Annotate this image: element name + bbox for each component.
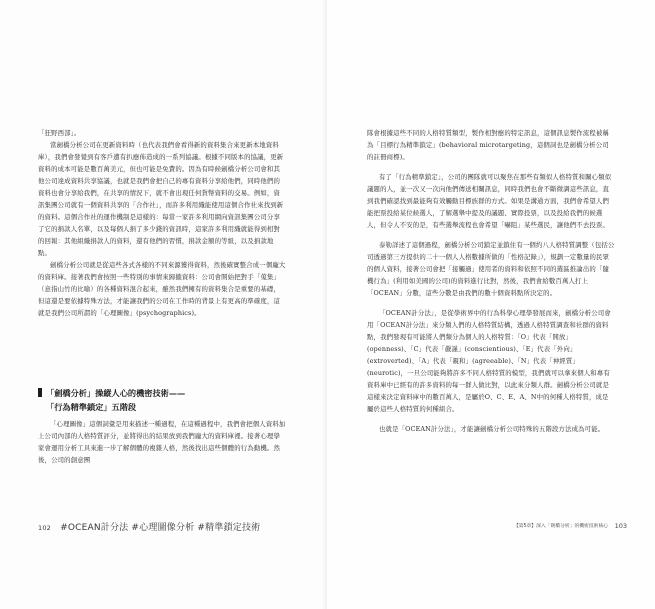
page-number: 102 <box>38 524 52 532</box>
left-body-text-2 <box>38 418 286 466</box>
page-number: 103 <box>614 522 627 530</box>
left-body-text <box>38 127 286 319</box>
paragraph: 也就是「OCEAN計分法」，才能讓劍橋分析公司特殊的五階段方法成為可能。 <box>379 425 605 433</box>
heading-bar <box>38 388 42 397</box>
section-heading-line1: 「劍橋分析」操縱人心的機密技術—— <box>46 388 186 398</box>
right-page <box>327 0 655 609</box>
section-heading-line2: 「行為精準鎖定」五階段 <box>46 402 137 412</box>
paragraph: 有了「行為精準鎖定」，公司的團隊就可以聚焦在那些有類似人格特質和關心類似議題的人，並一次又一次向他們傳送相關訊息，同時我們也會不斷微調這些訊息，直到我們確認找到最能夠有效觸動目標族群的方式。如果是溝通方面，我們會希望人們能把票投給某位候選人，了解選舉中提及的議題、實際投票，以及投給我們的候選人，但令人不安的是，有些選舉流程也會希望「嚇阻」某些選民，讓他們不去投票。 <box>367 173 612 229</box>
paragraph: 隊會根據這些不同的人格特質類型，製作相對應的特定訊息，這個訊息製作流程被稱為「目標行為精準鎖定」(behavioral microtargeting，這個詞也是劍橋分析公司的註冊商標)。 <box>367 129 610 161</box>
right-body-text <box>367 127 615 435</box>
left-page <box>0 0 327 609</box>
paragraph: 泰勒詳述了這個過程，劍橋分析公司鎖定並鎖住有一個約八人格特質調整（包括公司透過第三方提供的二十一個人人格數據所做的「性格記錄」），規劃一定數量的民眾的個人資料，接著公司會把「接觸過」使用者的資料和依照不同的選區推論出的「隨機行為」(利用如美國的公司)的資料進行比對，然後，我們會給數百萬人打上「OCEAN」分數，這些分數是由我們的數十個資料點所決定的。 <box>367 241 615 297</box>
paragraph: 劍橋分析公司就是從這些各式各樣的不同來源獲得資料，然後確實整合成一個龐大的資料庫。接著我們會按照一些特別的事情來歸攏資料：公司會開始把對手「蒐集」（意指山竹的比喻）的各種資料混合起來，雖然我們擁有的資料集合是重要的基礎，但這還是要依據特殊方法，才能讓我們的公司在工作時的背景上有更高的準確度，這就是我們公司所謂的「心理圖像」(psychographics)。 <box>38 261 286 317</box>
paragraph: 「狂野西部」。 <box>38 129 81 137</box>
paragraph: 「心理圖像」這個詞彙是用來描述一種過程，在這種過程中，我們會把個人資料加上公司內部的人格特質評分，並將得出的結果放到我們龐大的資料庫裡。接著心理學家會運用分析工具來進一步了解個體的複雜人格，然後找出這些個體的行為動機。然後，公司的創意團 <box>38 420 286 464</box>
section-heading <box>38 386 288 414</box>
paragraph: 「OCEAN計分法」，是從學術界中的行為科學心理學發展而來，劍橋分析公司會用「OCEAN計分法」來分類人們的人格特質結構，透過人格特質調查和社群的資料點，我們發現有可能將人們類分為個人的人格特質：「O」代表「開放」(openness)、「C」代表「嚴謹」(conscientious)、「E」代表「外向」(extroverted)、「A」代表「親和」(agreeable)、「N」代表「神經質」(neurotic)，一旦公司能夠將許多不同人格特質的模型，我們就可以拿來個人和專有資料庫中已經有的許多資料的每一群人做比對，以此來分類人群。劍橋分析公司就是這樣來決定資料庫中的數百萬人，是屬於O、C、E、A、N中的何種人格特質，成是屬於這些人格特質的何種組合。 <box>367 309 611 413</box>
footer-chapter: 【第5章】深入「劍橋分析」的機密技術核心 <box>513 524 609 529</box>
paragraph: 當劍橋分析公司在更新資料時（也代表我們會看得新的資料集合來更新本地資料庫），我們會發覺到有客戶遭有扒應佈造成的一系列協議。根據不同版本的協議，更新資料的成本可能是數百萬美元，但也可能是免費的。因為有時候劍橋分析公司會和其他公司達成資料共享協議，也就是我們會把自己的專有資料分享給他們，同時他們的資料也會分享給我們，在共享的情況下，就不會出現任何貨幣資料的交易。例如，資訊集團公司就有一個資料共享的「合作社」，而許多利用織能使用這個合作社來找到新的資料。這個合作社的運作機制是這樣的：每當一家許多利用網向資訊集團公司分享了它的捐款人名單，以及每個人捐了多少錢的資訊時，這家許多利用織就能得到相對的回報：其他組織捐款人的資料，還有他們的習慣，捐款金額的等級，以及捐款地點。 <box>38 141 284 257</box>
left-footer <box>38 520 260 533</box>
right-footer <box>514 522 627 530</box>
footer-tags: #OCEAN計分法 #心理圖像分析 #精準鎖定技術 <box>60 523 261 533</box>
